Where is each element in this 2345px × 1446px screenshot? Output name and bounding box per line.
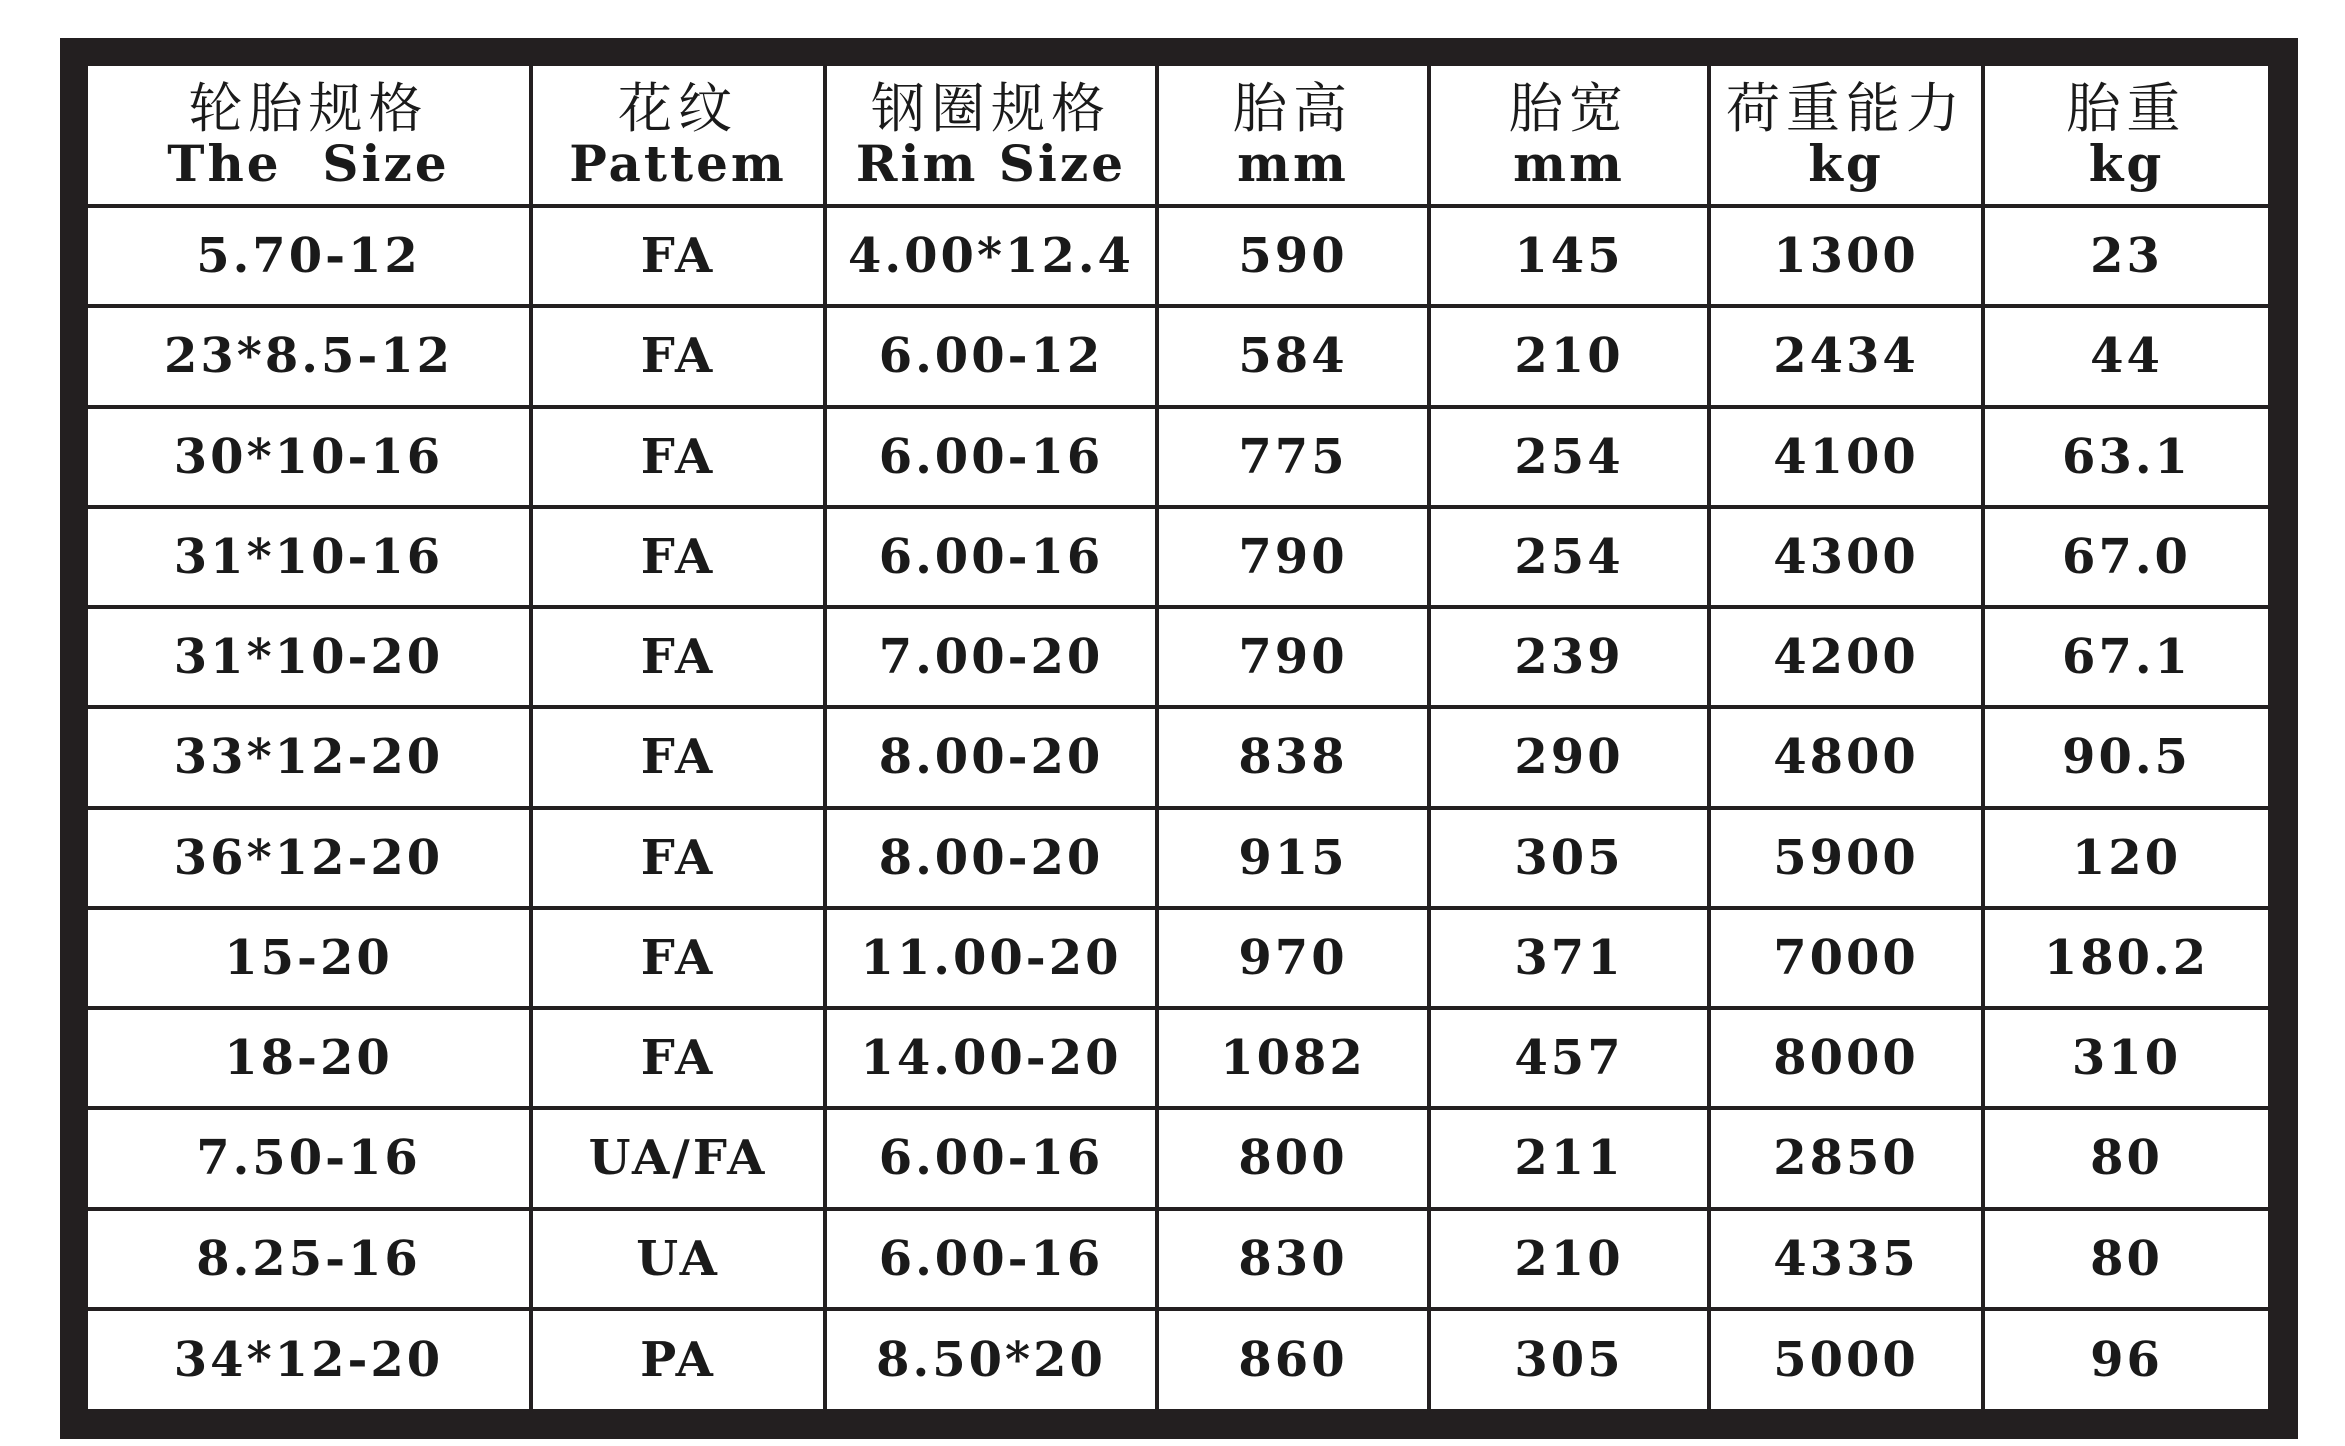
cell-pattern [531, 407, 825, 507]
cell-value: 775 [1238, 428, 1348, 485]
cell-value: FA [640, 428, 716, 485]
cell-load [1709, 206, 1983, 306]
header-cn: 轮胎规格 [188, 77, 429, 140]
cell-value: 63.1 [2062, 428, 2191, 485]
cell-value: 8.25-16 [196, 1230, 421, 1287]
cell-height [1157, 607, 1429, 707]
cell-value: 4200 [1773, 629, 1919, 686]
cell-size [88, 306, 531, 406]
cell-value: 790 [1238, 629, 1348, 686]
cell-weight [1983, 1008, 2268, 1108]
cell-width [1429, 908, 1709, 1008]
table-row [88, 707, 2268, 807]
cell-value: 4.00*12.4 [848, 228, 1134, 285]
cell-pattern [531, 808, 825, 908]
cell-pattern [531, 707, 825, 807]
header-cn: 胎高 [1233, 77, 1353, 140]
table-body [88, 206, 2268, 1409]
cell-value: 830 [1238, 1230, 1348, 1287]
header-tire-height [1157, 66, 1429, 206]
cell-value: 6.00-16 [878, 528, 1104, 585]
cell-value: 6.00-16 [878, 428, 1104, 485]
cell-value: 96 [2090, 1331, 2163, 1388]
cell-height [1157, 1008, 1429, 1108]
header-en: Pattem [569, 134, 787, 193]
cell-height [1157, 707, 1429, 807]
cell-rim [825, 507, 1157, 607]
cell-rim [825, 707, 1157, 807]
cell-height [1157, 306, 1429, 406]
cell-value: 44 [2090, 328, 2163, 385]
cell-value: 5900 [1773, 829, 1919, 886]
cell-width [1429, 507, 1709, 607]
cell-value: 860 [1238, 1331, 1348, 1388]
table-row [88, 306, 2268, 406]
cell-value: 254 [1514, 428, 1624, 485]
header-en: The Size [167, 134, 450, 193]
header-load-capacity [1709, 66, 1983, 206]
cell-width [1429, 607, 1709, 707]
cell-value: 310 [2071, 1030, 2182, 1087]
cell-value: 23*8.5-12 [163, 328, 454, 385]
cell-value: 15-20 [224, 929, 393, 986]
table-row [88, 607, 2268, 707]
cell-value: 210 [1514, 1230, 1624, 1287]
cell-value: 80 [2090, 1230, 2163, 1287]
cell-height [1157, 1209, 1429, 1309]
cell-weight [1983, 808, 2268, 908]
cell-weight [1983, 407, 2268, 507]
table-row [88, 1008, 2268, 1108]
cell-value: UA [636, 1230, 720, 1287]
header-cn: 花纹 [618, 77, 738, 140]
cell-value: 30*10-16 [173, 428, 444, 485]
cell-value: FA [640, 528, 716, 585]
cell-value: 7.00-20 [878, 629, 1104, 686]
cell-value: 915 [1238, 829, 1348, 886]
cell-height [1157, 908, 1429, 1008]
cell-value: 239 [1514, 629, 1624, 686]
cell-value: 2434 [1773, 328, 1919, 385]
cell-value: 305 [1514, 829, 1624, 886]
header-cn: 荷重能力 [1726, 77, 1966, 140]
header-en: kg [2088, 134, 2165, 193]
cell-pattern [531, 306, 825, 406]
cell-load [1709, 1108, 1983, 1208]
cell-width [1429, 808, 1709, 908]
cell-value: 371 [1514, 929, 1624, 986]
cell-width [1429, 1008, 1709, 1108]
cell-load [1709, 607, 1983, 707]
cell-value: 8.50*20 [876, 1331, 1106, 1388]
cell-pattern [531, 1309, 825, 1409]
cell-rim [825, 206, 1157, 306]
table-row [88, 1309, 2268, 1409]
cell-value: 6.00-12 [878, 328, 1104, 385]
cell-height [1157, 507, 1429, 607]
table-row [88, 507, 2268, 607]
table-row [88, 407, 2268, 507]
cell-size [88, 507, 531, 607]
cell-value: 584 [1238, 328, 1348, 385]
cell-value: 18-20 [224, 1030, 393, 1087]
cell-value: 31*10-16 [173, 528, 444, 585]
cell-size [88, 908, 531, 1008]
cell-rim [825, 1108, 1157, 1208]
cell-load [1709, 1209, 1983, 1309]
header-en: mm [1513, 134, 1625, 193]
cell-rim [825, 607, 1157, 707]
cell-value: 305 [1514, 1331, 1624, 1388]
cell-value: 6.00-16 [878, 1130, 1104, 1187]
cell-value: 970 [1238, 929, 1348, 986]
cell-value: 8.00-20 [878, 829, 1104, 886]
header-en: mm [1237, 134, 1349, 193]
header-cn: 钢圈规格 [871, 77, 1111, 140]
cell-width [1429, 1209, 1709, 1309]
header-en: kg [1808, 134, 1884, 193]
cell-load [1709, 1008, 1983, 1108]
cell-load [1709, 306, 1983, 406]
cell-size [88, 1108, 531, 1208]
cell-value: FA [640, 629, 716, 686]
cell-pattern [531, 1108, 825, 1208]
cell-value: FA [640, 328, 716, 385]
table-row [88, 808, 2268, 908]
cell-value: 14.00-20 [860, 1030, 1122, 1087]
cell-weight [1983, 1209, 2268, 1309]
cell-value: 210 [1514, 328, 1624, 385]
cell-value: UA/FA [588, 1130, 768, 1187]
cell-value: FA [640, 829, 716, 886]
cell-value: 790 [1238, 528, 1348, 585]
cell-value: 457 [1514, 1030, 1624, 1087]
cell-size [88, 607, 531, 707]
cell-rim [825, 908, 1157, 1008]
cell-weight [1983, 908, 2268, 1008]
cell-value: 33*12-20 [173, 729, 444, 786]
cell-rim [825, 808, 1157, 908]
cell-value: 2850 [1773, 1130, 1919, 1187]
cell-value: 1082 [1220, 1030, 1366, 1087]
cell-value: 1300 [1773, 228, 1919, 285]
cell-size [88, 206, 531, 306]
cell-rim [825, 1309, 1157, 1409]
cell-value: 90.5 [2062, 729, 2191, 786]
cell-rim [825, 407, 1157, 507]
cell-rim [825, 1008, 1157, 1108]
cell-value: 145 [1514, 228, 1624, 285]
cell-height [1157, 206, 1429, 306]
cell-height [1157, 407, 1429, 507]
cell-value: 254 [1514, 528, 1624, 585]
cell-load [1709, 707, 1983, 807]
cell-size [88, 1209, 531, 1309]
cell-value: 8000 [1773, 1030, 1919, 1087]
cell-value: 7000 [1773, 929, 1919, 986]
header-pattern [531, 66, 825, 206]
cell-value: 4800 [1773, 729, 1919, 786]
header-cn: 胎重 [2066, 77, 2187, 140]
cell-weight [1983, 507, 2268, 607]
cell-value: 4335 [1773, 1230, 1919, 1287]
cell-value: 5000 [1773, 1331, 1919, 1388]
cell-value: 120 [2071, 829, 2182, 886]
cell-value: 180.2 [2043, 929, 2210, 986]
cell-width [1429, 1309, 1709, 1409]
table-row [88, 1108, 2268, 1208]
cell-value: 34*12-20 [173, 1331, 444, 1388]
cell-value: 5.70-12 [196, 228, 421, 285]
tire-spec-table [88, 66, 2268, 1409]
cell-value: 4100 [1773, 428, 1919, 485]
cell-size [88, 407, 531, 507]
cell-width [1429, 407, 1709, 507]
cell-size [88, 707, 531, 807]
table-row [88, 1209, 2268, 1309]
cell-pattern [531, 507, 825, 607]
cell-value: FA [640, 729, 716, 786]
header-rim-size [825, 66, 1157, 206]
cell-value: 11.00-20 [860, 929, 1122, 986]
cell-width [1429, 206, 1709, 306]
cell-rim [825, 1209, 1157, 1309]
cell-value: 23 [2090, 228, 2163, 285]
cell-value: 4300 [1773, 528, 1919, 585]
cell-height [1157, 1108, 1429, 1208]
cell-size [88, 808, 531, 908]
cell-value: PA [640, 1331, 716, 1388]
cell-rim [825, 306, 1157, 406]
header-cn: 胎宽 [1509, 77, 1629, 140]
cell-pattern [531, 908, 825, 1008]
cell-value: 67.1 [2062, 629, 2191, 686]
cell-load [1709, 908, 1983, 1008]
cell-weight [1983, 306, 2268, 406]
cell-pattern [531, 1209, 825, 1309]
cell-width [1429, 1108, 1709, 1208]
cell-pattern [531, 206, 825, 306]
cell-value: 800 [1238, 1130, 1348, 1187]
header-en: Rim Size [855, 134, 1127, 193]
cell-value: FA [640, 1030, 716, 1087]
cell-height [1157, 1309, 1429, 1409]
header-tire-weight [1983, 66, 2268, 206]
cell-value: 290 [1514, 729, 1624, 786]
cell-pattern [531, 607, 825, 707]
cell-value: 8.00-20 [878, 729, 1104, 786]
cell-width [1429, 306, 1709, 406]
cell-pattern [531, 1008, 825, 1108]
cell-weight [1983, 1108, 2268, 1208]
cell-load [1709, 1309, 1983, 1409]
cell-value: 80 [2090, 1130, 2163, 1187]
table-row [88, 908, 2268, 1008]
cell-width [1429, 707, 1709, 807]
cell-value: 211 [1514, 1130, 1624, 1187]
cell-size [88, 1008, 531, 1108]
cell-weight [1983, 1309, 2268, 1409]
header-row [88, 66, 2268, 206]
cell-weight [1983, 707, 2268, 807]
cell-weight [1983, 206, 2268, 306]
cell-value: 838 [1238, 729, 1348, 786]
cell-load [1709, 507, 1983, 607]
cell-value: 31*10-20 [173, 629, 444, 686]
header-tire-size [88, 66, 531, 206]
header-tire-width [1429, 66, 1709, 206]
cell-load [1709, 407, 1983, 507]
cell-weight [1983, 607, 2268, 707]
cell-load [1709, 808, 1983, 908]
cell-value: 67.0 [2062, 528, 2191, 585]
cell-height [1157, 808, 1429, 908]
cell-value: FA [640, 228, 716, 285]
cell-size [88, 1309, 531, 1409]
cell-value: 6.00-16 [878, 1230, 1104, 1287]
cell-value: 590 [1238, 228, 1348, 285]
cell-value: 36*12-20 [173, 829, 444, 886]
table-row [88, 206, 2268, 306]
cell-value: 7.50-16 [196, 1130, 421, 1187]
cell-value: FA [640, 929, 716, 986]
